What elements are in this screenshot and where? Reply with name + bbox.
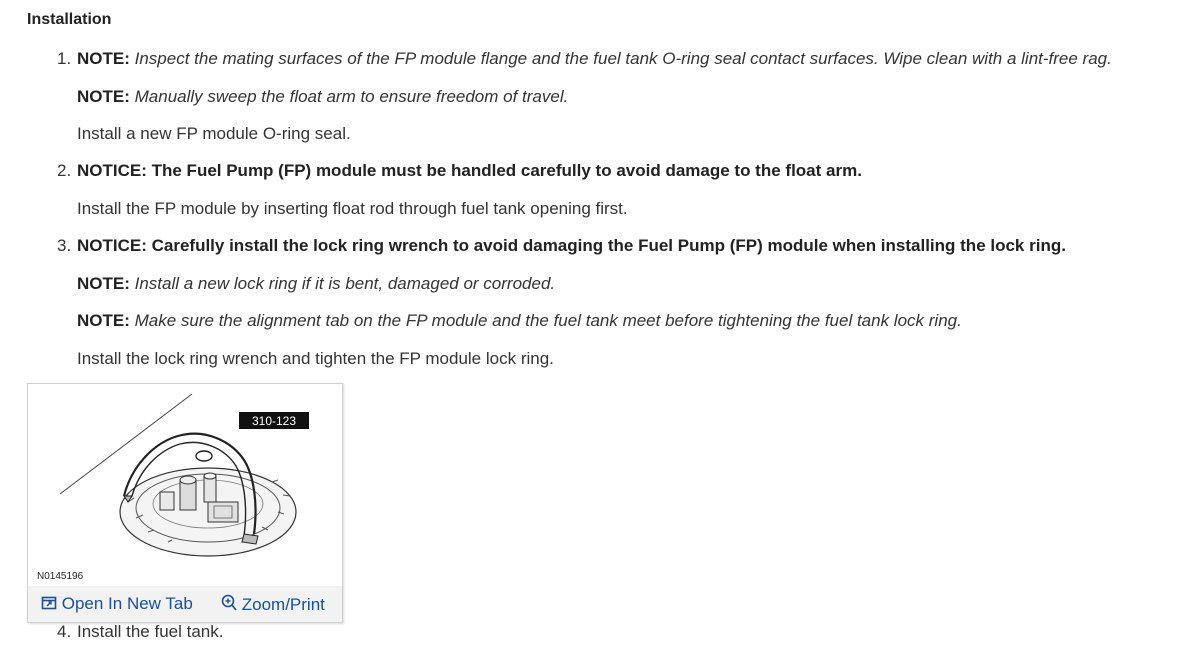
zoom-print-label: Zoom/Print bbox=[241, 595, 325, 614]
note-text: Make sure the alignment tab on the FP module and the fuel tank meet before tightening the fuel tank lock ring. bbox=[134, 311, 962, 330]
zoom-print-link[interactable] bbox=[221, 594, 325, 615]
note-text: Install a new lock ring if it is bent, damaged or corroded. bbox=[134, 274, 556, 293]
step-1-instruction: Install a new FP module O-ring seal. bbox=[77, 124, 351, 143]
step-1-note-1 bbox=[77, 48, 1112, 70]
step-3-instruction: Install the lock ring wrench and tighten the FP module lock ring. bbox=[77, 349, 554, 368]
figure-id: N0145196 bbox=[37, 571, 84, 582]
step-4-instruction: Install the fuel tank. bbox=[77, 622, 224, 641]
section-heading: Installation bbox=[27, 11, 112, 28]
step-number: 4. bbox=[57, 622, 72, 641]
step-number: 1. bbox=[57, 49, 72, 68]
note-text: Manually sweep the float arm to ensure freedom of travel. bbox=[134, 87, 569, 106]
note-label: NOTE: bbox=[77, 49, 130, 68]
tool-label: 310-123 bbox=[251, 414, 297, 428]
step-2-instruction: Install the FP module by inserting float rod through fuel tank opening first. bbox=[77, 199, 628, 218]
figure-toolbar bbox=[28, 586, 342, 622]
step-3-note-2 bbox=[77, 310, 962, 332]
step-number: 3. bbox=[57, 236, 72, 255]
lock-ring-wrench-illustration bbox=[28, 384, 342, 584]
note-label: NOTE: bbox=[77, 311, 130, 330]
note-label: NOTE: bbox=[77, 274, 130, 293]
step-3-note-1 bbox=[77, 273, 555, 295]
step-1-note-2 bbox=[77, 86, 568, 108]
open-tab-icon bbox=[41, 595, 57, 611]
note-label: NOTE: bbox=[77, 87, 130, 106]
zoom-in-icon bbox=[221, 594, 237, 612]
step-3-notice: NOTICE: Carefully install the lock ring wrench to avoid damaging the Fuel Pump (FP) module when installing the lock ring. bbox=[77, 236, 1066, 255]
open-in-new-tab-link[interactable] bbox=[41, 594, 193, 614]
note-text: Inspect the mating surfaces of the FP module flange and the fuel tank O-ring seal contact surfaces. Wipe clean with a lint-free rag. bbox=[134, 49, 1112, 68]
illustration-figure[interactable] bbox=[27, 383, 343, 623]
step-number: 2. bbox=[57, 161, 72, 180]
step-2-notice: NOTICE: The Fuel Pump (FP) module must be handled carefully to avoid damage to the float arm. bbox=[77, 161, 862, 180]
open-in-new-tab-label: Open In New Tab bbox=[61, 594, 193, 613]
